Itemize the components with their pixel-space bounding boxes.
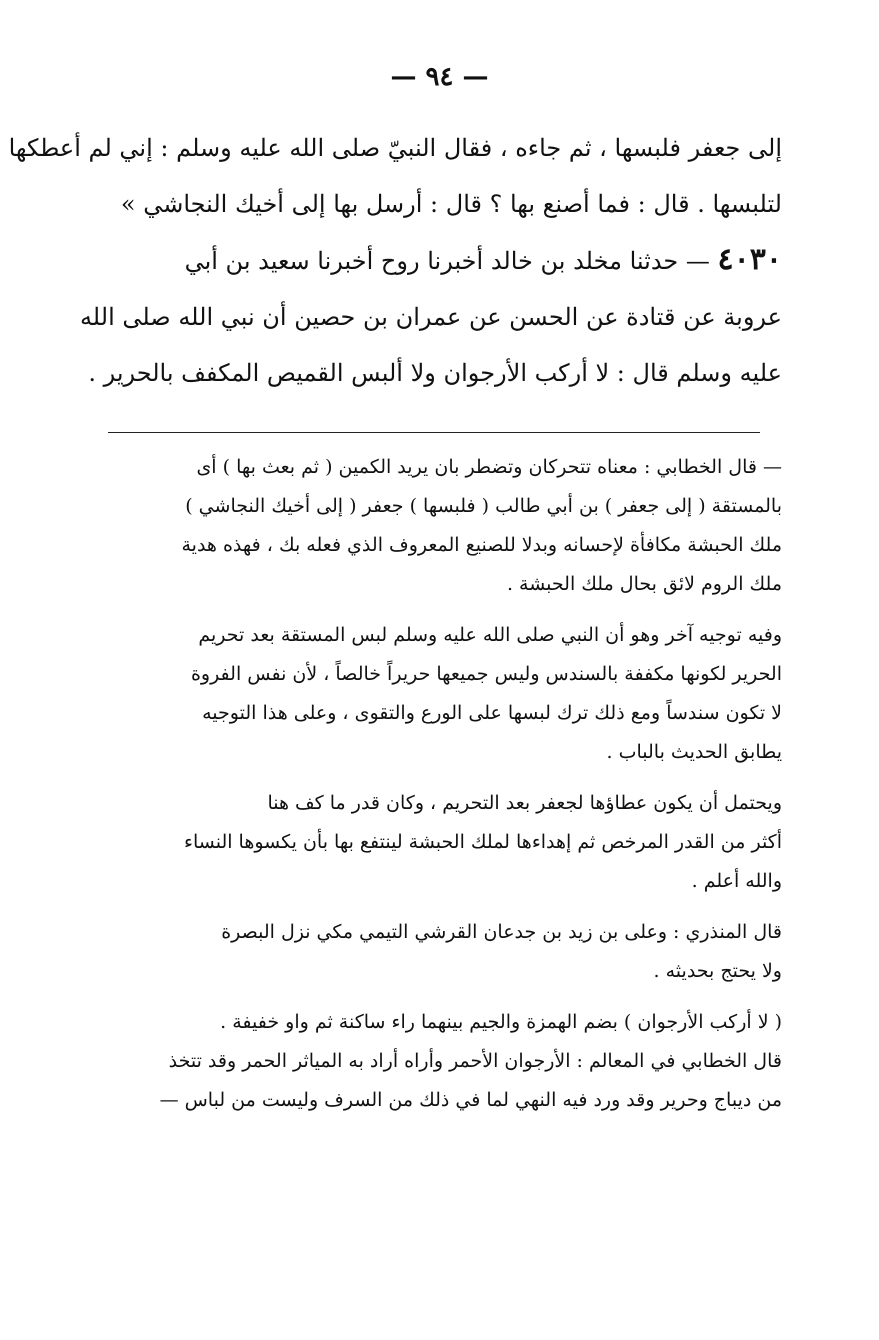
- note-paragraph: [102, 1003, 782, 1120]
- note-line: من ديباج وحرير وقد ورد فيه النهي لما في ذلك من السرف وليست من لباس —: [159, 1089, 782, 1111]
- page-number: — ٩٤ —: [390, 62, 489, 92]
- note-line: وفيه توجيه آخر وهو أن النبي صلى الله عليه وسلم لبس المستقة بعد تحريم: [198, 624, 782, 646]
- hadith-continuation-line: لتلبسها . قال : فما أصنع بها ؟ قال : أرسل بها إلى أخيك النجاشي »: [120, 190, 782, 218]
- note-line: قال المنذري : وعلى بن زيد بن جدعان القرشي التيمي مكي نزل البصرة: [221, 921, 782, 943]
- note-line: لا تكون سندساً ومع ذلك ترك لبسها على الورع والتقوى ، وعلى هذا التوجيه: [202, 702, 782, 724]
- commentary-notes: [102, 448, 782, 1120]
- note-line: ( لا أركب الأرجوان ) بضم الهمزة والجيم بينهما راء ساكنة ثم واو خفيفة .: [220, 1011, 782, 1033]
- hadith-first-line: [92, 232, 782, 289]
- hadith-line: عليه وسلم قال : لا أركب الأرجوان ولا ألبس القميص المكفف بالحرير .: [88, 359, 782, 387]
- note-paragraph: [102, 913, 782, 991]
- hadith-text: [8, 120, 782, 401]
- note-paragraph: [102, 784, 782, 901]
- hadith-number: ٤٠٣٠: [717, 242, 782, 277]
- note-line: ملك الحبشة مكافأة لإحسانه وبدلا للصنيع المعروف الذي فعله بك ، فهذه هدية: [181, 534, 782, 556]
- note-line: — قال الخطابي : معناه تتحركان وتضطر بان يريد الكمين ( ثم بعث بها ) أى: [196, 456, 782, 478]
- hadith-isnad-start: — حدثنا مخلد بن خالد أخبرنا روح أخبرنا سعيد بن أبي: [184, 247, 710, 275]
- note-line: الحرير لكونها مكففة بالسندس وليس جميعها حريراً خالصاً ، لأن نفس الفروة: [190, 663, 782, 685]
- hadith-line: عروبة عن قتادة عن الحسن عن عمران بن حصين أن نبي الله صلى الله: [79, 303, 782, 331]
- note-line: ولا يحتج بحديثه .: [653, 960, 782, 982]
- footnote-divider: [108, 432, 760, 433]
- note-paragraph: [102, 616, 782, 772]
- note-line: قال الخطابي في المعالم : الأرجوان الأحمر وأراه أراد به المياثر الحمر وقد تتخذ: [168, 1050, 782, 1072]
- note-line: يطابق الحديث بالباب .: [606, 741, 782, 763]
- note-line: بالمستقة ( إلى جعفر ) بن أبي طالب ( فلبسها ) جعفر ( إلى أخيك النجاشي ): [185, 495, 782, 517]
- note-paragraph: [102, 448, 782, 604]
- note-line: ملك الروم لائق بحال ملك الحبشة .: [506, 573, 782, 595]
- note-line: ويحتمل أن يكون عطاؤها لجعفر بعد التحريم ، وكان قدر ما كف هنا: [267, 792, 782, 814]
- note-line: أكثر من القدر المرخص ثم إهداءها لملك الحبشة لينتفع بها بأن يكسوها النساء: [184, 831, 782, 853]
- note-line: والله أعلم .: [691, 870, 782, 892]
- hadith-continuation-line: إلى جعفر فلبسها ، ثم جاءه ، فقال النبيّ صلى الله عليه وسلم : إني لم أعطكها: [8, 134, 782, 162]
